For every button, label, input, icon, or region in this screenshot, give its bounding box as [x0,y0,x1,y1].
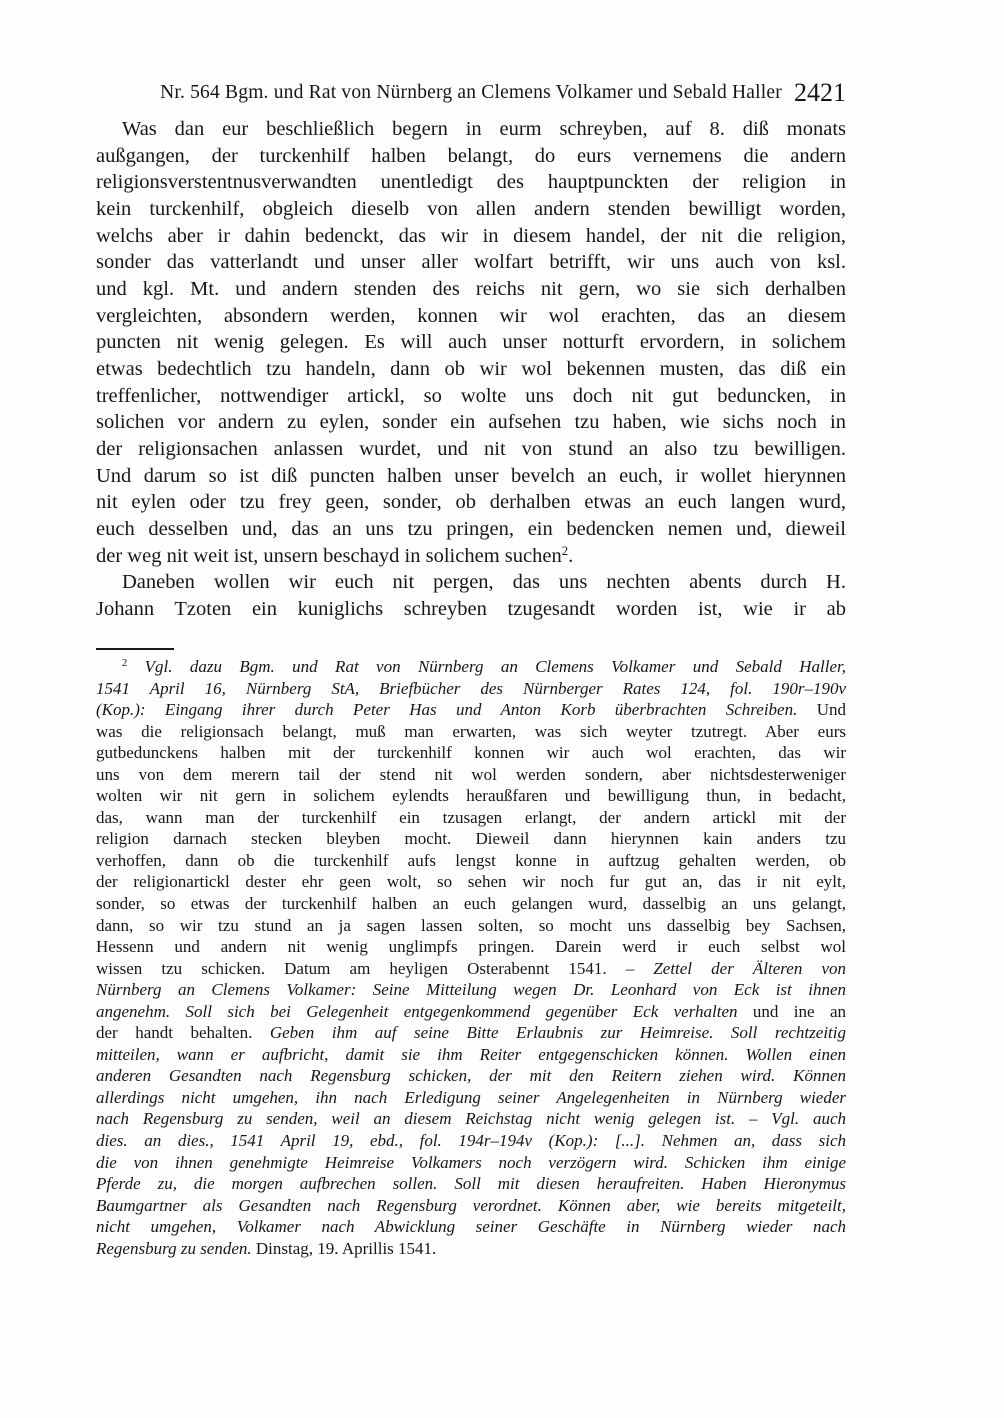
roman-text-run: kein turckenhilf, obgleich dieselb von allen andern stenden bewilligt worden, [96,197,846,220]
roman-text-run: gutbedunckens halben mit der turckenhilf konnen wir auch wol erachten, das wir [96,743,846,763]
page-header [96,78,846,112]
roman-text-run: Hessenn und andern nit wenig unglimpfs pringen. Darein werd ir euch selbst wol [96,937,846,957]
italic-text-run: Baumgartner als Gesandten nach Regensburg verordnet. Können aber, wie bereits mitgeteilt, [96,1195,846,1215]
italic-text-run: allerdings nicht umgehen, ihn nach Erledigung seiner Angelegenheiten in Nürnberg wieder [96,1087,846,1107]
roman-text-run: religionsverstentnusverwandten unentledigt des hauptpunckten der religion in [96,171,846,194]
text-line [96,409,846,436]
italic-text-run: die von ihnen genehmigte Heimreise Volkamers noch verzögern wird. Schicken ihm einige [96,1152,846,1172]
italic-text-run: Nürnberg an Clemens Volkamer: Seine Mitteilung wegen Dr. Leonhard von Eck ist ihnen [96,980,846,1000]
italic-text-run: Geben ihm auf seine Bitte Erlaubnis zur Heimreise. Soll rechtzeitig [269,1023,846,1043]
text-line [96,303,846,330]
roman-text-run: sonder das vatterlandt und unser aller wolfart betrifft, wir uns auch von ksl. [96,251,846,274]
roman-text-run: dann, so wir tzu stund an ja sagen lassen solten, so mocht uns dasselbig bey Sachsen, [96,915,846,935]
roman-text-run: der weg nit weit ist, unsern beschayd in solichem suchen [96,544,562,567]
roman-text-run: Und [797,700,846,720]
text-line [96,436,846,463]
text-line [96,1238,846,1260]
text-line [96,807,846,829]
roman-text-run: puncten nit wenig gelegen. Es will auch unser notturft ervordern, in solichem [96,331,846,354]
roman-text-run: etwas bedechtlich tzu handeln, dann ob wir wol bekennen musten, das diß ein [96,357,846,380]
roman-text-run: und kgl. Mt. und andern stenden des reichs nit gern, wo sie sich derhalben [96,277,846,300]
text-line [96,569,846,596]
text-line [96,958,846,980]
text-line [96,699,846,721]
roman-text-run: Was dan eur beschließlich begern in eurm schreyben, auf 8. diß monats [122,118,846,140]
text-line [96,1195,846,1217]
roman-text-run: was die religionsach belangt, muß man erwarten, was sich weyter tzutregt. Aber eurs [96,721,846,741]
roman-text-run: . [568,544,574,567]
text-line [96,850,846,872]
italic-text-run: Pferde zu, die morgen aufbrechen sollen. Soll mit diesen heraufreiten. Haben Hieronymus [96,1174,846,1194]
footnote-separator-rule [96,648,174,650]
roman-text-run: welchs aber ir dahin bedenckt, das wir in diesem handel, der nit die religion, [96,224,846,247]
page-number: 2421 [794,78,846,107]
text-line [96,1108,846,1130]
text-line [96,543,846,570]
italic-text-run: nach Regensburg zu senden, weil an diesem Reichstag nicht wenig gelegen ist. – Vgl. auch [96,1109,846,1129]
text-line [96,979,846,1001]
text-line [96,196,846,223]
text-line [96,764,846,786]
text-line [96,1216,846,1238]
italic-text-run: nicht umgehen, Volkamer nach Abwicklung seiner Geschäfte in Nürnberg wieder nach [96,1217,846,1237]
italic-text-run: Regensburg zu senden. [96,1238,256,1258]
roman-text-run: der religionsachen anlassen wurdet, und nit von stund an also tzu bewilligen. [96,437,846,460]
roman-text-run: Daneben wollen wir euch nit pergen, das uns nechten abents durch H. [122,571,846,594]
roman-text-run [127,657,144,676]
text-line [96,489,846,516]
roman-text-run: Und darum so ist diß puncten halben unser bevelch an euch, ir wollet hierynnen [96,464,846,487]
italic-text-run: anderen Gesandten nach Regensburg schicken, der mit den Reitern ziehen wird. Können [96,1066,846,1086]
italic-text-run: 1541 April 16, Nürnberg StA, Briefbücher des Nürnberger Rates 124, fol. 190r–190v [96,678,846,698]
text-line [96,1044,846,1066]
roman-text-run: vergleichten, absondern werden, konnen wir wol erachten, das an diesem [96,304,846,327]
roman-text-run: wolten wir nit gern in solichem eylendts heraußfaren und bewilligung thun, in bedacht, [96,786,846,806]
text-line [96,383,846,410]
roman-text-run: religion darnach stecken bleyben mocht. Dieweil dann hierynnen kain anders tzu [96,829,846,849]
text-line [96,276,846,303]
roman-text-run: außgangen, der turckenhilf halben belangt, do eurs vernemens die andern [96,144,846,167]
roman-text-run: der handt behalten. [96,1023,270,1043]
roman-text-run: wissen tzu schicken. Datum am heyligen Osterabennt 1541. – [96,958,654,978]
text-line [96,596,846,623]
running-head-title: Nr. 564 Bgm. und Rat von Nürnberg an Clemens Volkamer und Sebald Haller [160,82,782,103]
roman-text-run: verhoffen, dann ob die turckenhilf aufs lengst konne in auftzug gehalten werden, ob [96,850,846,870]
body-text [96,116,846,622]
text-line [96,249,846,276]
roman-text-run: Dinstag, 19. Aprillis 1541. [255,1238,437,1258]
roman-text-run: und ine an [737,1001,846,1021]
text-line [96,1065,846,1087]
roman-text-run: treffenlicher, nottwendiger artickl, so wolte uns doch nit gut beduncken, in [96,384,846,407]
text-line [96,1152,846,1174]
text-line [96,1001,846,1023]
text-line [96,1087,846,1109]
italic-text-run: Zettel der Älteren von [653,958,846,978]
footnote-marker: 2 [561,543,569,558]
text-line [96,223,846,250]
roman-text-run: euch desselben und, das an uns tzu pringen, ein bedencken nemen und, dieweil [96,517,846,540]
italic-text-run: dies. an dies., 1541 April 19, ebd., fol. 194r–194v (Kop.): [...]. Nehmen an, dass sich [96,1131,846,1151]
text-line [96,678,846,700]
text-line [96,828,846,850]
roman-text-run: Johann Tzoten ein kuniglichs schreyben tzugesandt worden ist, wie ir ab [96,597,846,620]
text-line [96,463,846,490]
text-line [96,721,846,743]
footnote-text [96,656,846,1259]
text-line [96,116,846,143]
text-line [96,1130,846,1152]
roman-text-run: nit eylen oder tzu frey geen, sonder, ob derhalben etwas an euch langen wurd, [96,491,846,514]
footnote-marker: 2 [122,658,128,670]
italic-text-run: angenehm. Soll sich bei Gelegenheit entgegenkommend gegenüber Eck verhalten [96,1001,738,1021]
roman-text-run: das, wann man der turckenhilf ein tzusagen erlangt, der andern artickl mit der [96,807,846,827]
text-line [96,329,846,356]
text-line [96,785,846,807]
text-line [96,1022,846,1044]
text-line [96,915,846,937]
text-line [96,742,846,764]
text-line [96,936,846,958]
italic-text-run: Vgl. dazu Bgm. und Rat von Nürnberg an Clemens Volkamer und Sebald Haller, [144,657,847,676]
italic-text-run: mitteilen, wann er aufbricht, damit sie ihm Reiter entgegenschicken können. Wollen einen [96,1044,846,1064]
text-line [96,169,846,196]
roman-text-run: solichen vor andern zu eylen, sonder ein aufsehen tzu haben, wie sichs noch in [96,411,846,434]
text-line [96,516,846,543]
text-line [96,356,846,383]
text-line [96,656,846,678]
roman-text-run: uns von dem merern tail der stend nit wol werden sondern, aber nichtsdesterweniger [96,764,846,784]
text-line [96,143,846,170]
text-line [96,871,846,893]
text-line [96,893,846,915]
italic-text-run: (Kop.): Eingang ihrer durch Peter Has und Anton Korb überbrachten Schreiben. [96,700,798,720]
roman-text-run: der religionartickl dester ehr geen wolt, so sehen wir noch fur gut an, das ir nit eylt, [96,872,846,892]
roman-text-run: sonder, so etwas der turckenhilf halben an euch gelangen wurd, dasselbig an uns gelangt, [96,894,846,914]
text-line [96,1173,846,1195]
